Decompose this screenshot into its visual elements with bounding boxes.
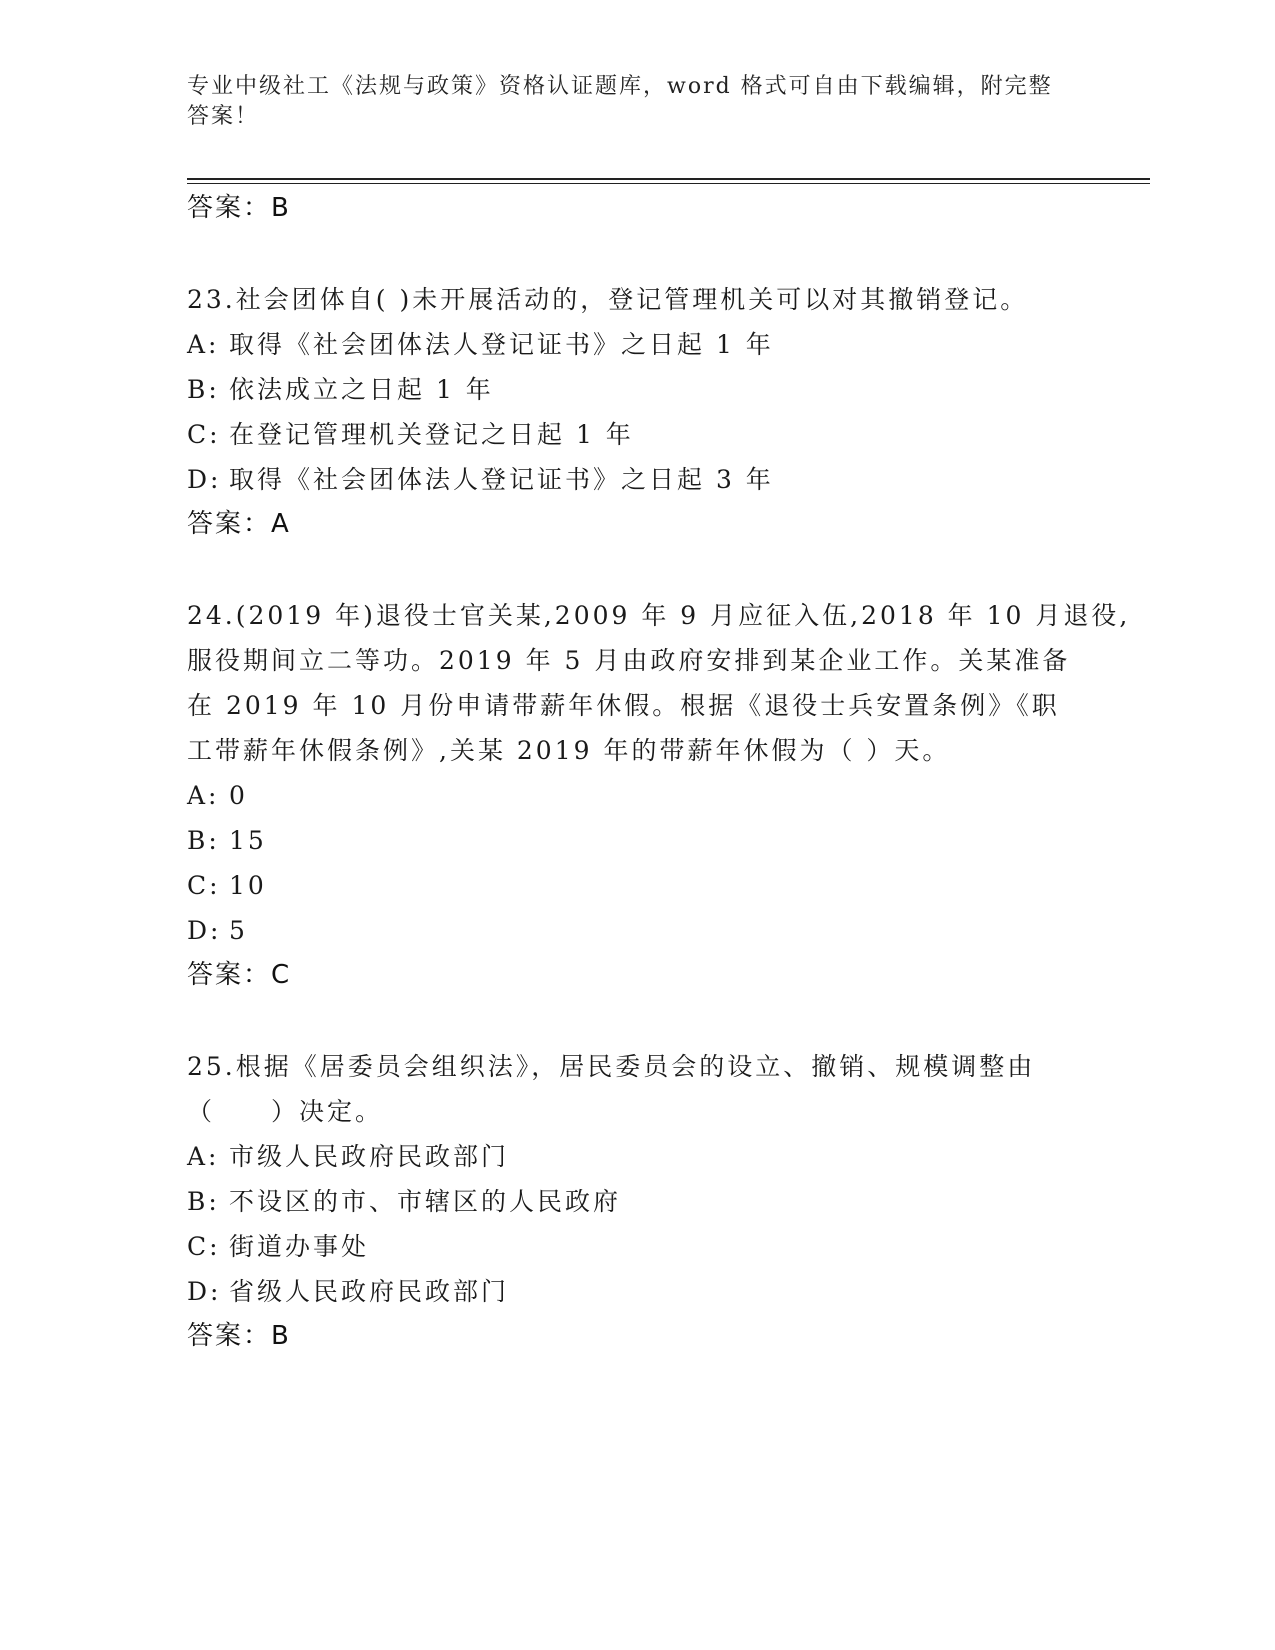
option-label: C:: [187, 1232, 221, 1261]
option-a: [187, 773, 1087, 818]
option-text: 10: [229, 871, 267, 900]
option-b: [187, 367, 1087, 412]
option-d: [187, 457, 1087, 502]
answer: 答案：C: [187, 960, 292, 990]
option-label: A:: [187, 330, 220, 359]
spacer: [187, 547, 1087, 593]
header-line-2: 答案！: [187, 104, 260, 129]
question-stem-line: 24.(2019 年)退役士官关某,2009 年 9 月应征入伍,2018 年 10 月退役,: [187, 601, 1131, 630]
option-text: 街道办事处: [229, 1232, 370, 1261]
option-d: [187, 908, 1087, 953]
header-rule-thin: [187, 183, 1150, 184]
answer: 答案：A: [187, 509, 291, 539]
option-text: 市级人民政府民政部门: [229, 1142, 510, 1171]
option-text: 0: [229, 781, 248, 810]
option-c: [187, 863, 1087, 908]
option-b: [187, 818, 1087, 863]
option-label: A:: [187, 1142, 220, 1171]
option-text: 省级人民政府民政部门: [229, 1277, 510, 1306]
option-a: [187, 322, 1087, 367]
option-text: 不设区的市、市辖区的人民政府: [229, 1187, 622, 1216]
option-label: D:: [187, 916, 222, 945]
option-label: B:: [187, 375, 220, 404]
option-label: D:: [187, 1277, 222, 1306]
question-25: [187, 1044, 1087, 1359]
option-text: 取得《社会团体法人登记证书》之日起 3 年: [229, 465, 774, 494]
option-label: B:: [187, 1187, 220, 1216]
option-label: C:: [187, 871, 221, 900]
question-stem-line: 23.社会团体自( )未开展活动的，登记管理机关可以对其撤销登记。: [187, 285, 1029, 314]
header-line-1: 专业中级社工《法规与政策》资格认证题库，word 格式可自由下载编辑，附完整: [187, 74, 1053, 99]
question-stem-line: 25.根据《居委员会组织法》，居民委员会的设立、撤销、规模调整由: [187, 1052, 1036, 1081]
page-header: [187, 72, 1067, 132]
option-text: 5: [229, 916, 248, 945]
option-c: [187, 1224, 1087, 1269]
option-label: B:: [187, 826, 220, 855]
answer: 答案：B: [187, 1321, 291, 1351]
question-23: [187, 277, 1087, 547]
spacer: [187, 231, 1087, 277]
previous-answer: 答案：B: [187, 193, 291, 223]
option-text: 取得《社会团体法人登记证书》之日起 1 年: [229, 330, 774, 359]
question-stem-line: 在 2019 年 10 月份申请带薪年休假。根据《退役士兵安置条例》《职: [187, 691, 1060, 720]
spacer: [187, 998, 1087, 1044]
question-stem-line: （ ）决定。: [187, 1097, 384, 1126]
question-stem-line: 服役期间立二等功。2019 年 5 月由政府安排到某企业工作。关某准备: [187, 646, 1071, 675]
option-a: [187, 1134, 1087, 1179]
header-rule-thick: [187, 178, 1150, 180]
document-body: [187, 186, 1131, 1359]
option-label: D:: [187, 465, 222, 494]
option-d: [187, 1269, 1087, 1314]
question-24: [187, 593, 1131, 998]
option-b: [187, 1179, 1087, 1224]
option-text: 在登记管理机关登记之日起 1 年: [229, 420, 634, 449]
option-label: A:: [187, 781, 220, 810]
option-text: 依法成立之日起 1 年: [229, 375, 494, 404]
option-text: 15: [229, 826, 267, 855]
option-c: [187, 412, 1087, 457]
option-label: C:: [187, 420, 221, 449]
question-stem-line: 工带薪年休假条例》,关某 2019 年的带薪年休假为（ ）天。: [187, 736, 951, 765]
